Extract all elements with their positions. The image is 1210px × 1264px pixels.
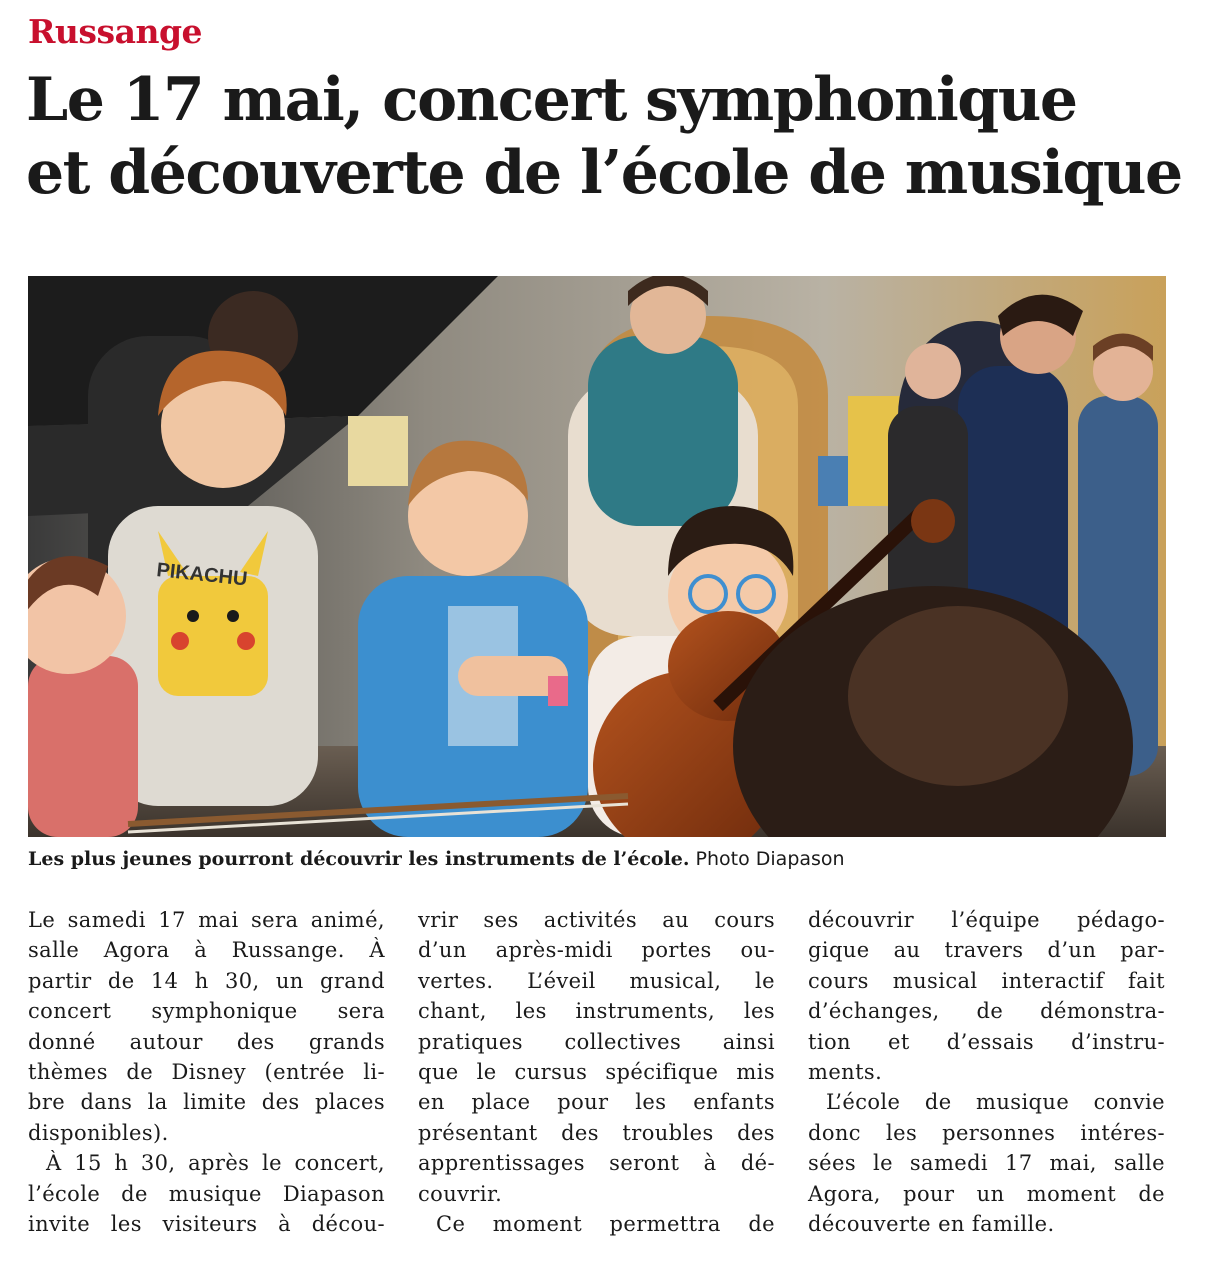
text-line: bre dans la limite des places [28, 1090, 385, 1115]
text-line: disponibles). [28, 1120, 169, 1145]
text-line: en place pour les enfants [418, 1090, 775, 1115]
text-line: chant, les instruments, les [418, 999, 775, 1024]
text-line: sées le samedi 17 mai, salle [808, 1151, 1165, 1176]
text-line: partir de 14 h 30, un grand [28, 968, 385, 993]
text-line: découvrir l’équipe pédago- [808, 908, 1165, 932]
headline-line-1: Le 17 mai, concert symphonique [26, 65, 1077, 135]
text-line: Agora, pour un moment de [808, 1181, 1165, 1206]
text-line: apprentissages seront à dé- [418, 1151, 775, 1176]
text-line: d’échanges, de démonstra- [808, 999, 1165, 1024]
text-line: thèmes de Disney (entrée li- [28, 1060, 385, 1085]
article-column-2 [418, 905, 775, 1239]
caption-text: Les plus jeunes pourront découvrir les instruments de l’école. [28, 848, 690, 870]
photo-illustration [28, 276, 1166, 837]
section-kicker: Russange [28, 12, 203, 51]
text-line: couvrir. [418, 1181, 503, 1206]
text-line: donné autour des grands [28, 1029, 385, 1054]
text-line: d’un après-midi portes ou- [418, 938, 775, 963]
text-line: invite les visiteurs à décou- [28, 1212, 385, 1237]
text-line: Le samedi 17 mai sera animé, [28, 908, 385, 932]
text-line: vertes. L’éveil musical, le [418, 968, 775, 993]
text-line: pratiques collectives ainsi [418, 1029, 775, 1054]
photo-credit: Photo Diapason [695, 848, 845, 870]
text-line: que le cursus spécifique mis [418, 1060, 775, 1085]
text-line: vrir ses activités au cours [418, 908, 775, 932]
article-column-1 [28, 905, 385, 1239]
text-line: concert symphonique sera [28, 999, 385, 1024]
text-line: découverte en famille. [808, 1212, 1055, 1237]
article-column-3 [808, 905, 1165, 1239]
headline [26, 64, 1196, 210]
article-photo [28, 276, 1166, 837]
text-line: Ce moment permettra de [436, 1212, 775, 1237]
headline-line-2: et découverte de l’école de musique [26, 138, 1182, 208]
text-line: salle Agora à Russange. À [28, 938, 385, 963]
text-line: gique au travers d’un par- [808, 938, 1165, 963]
shirt-print: PIKACHU [155, 559, 249, 591]
text-line: l’école de musique Diapason [28, 1181, 385, 1206]
text-line: ments. [808, 1060, 883, 1085]
text-line: tion et d’essais d’instru- [808, 1029, 1165, 1054]
text-line: L’école de musique convie [826, 1090, 1165, 1115]
text-line: présentant des troubles des [418, 1120, 775, 1145]
text-line: donc les personnes intéres- [808, 1120, 1165, 1145]
photo-caption [28, 845, 1178, 873]
text-line: À 15 h 30, après le concert, [46, 1151, 385, 1176]
text-line: cours musical interactif fait [808, 968, 1165, 993]
